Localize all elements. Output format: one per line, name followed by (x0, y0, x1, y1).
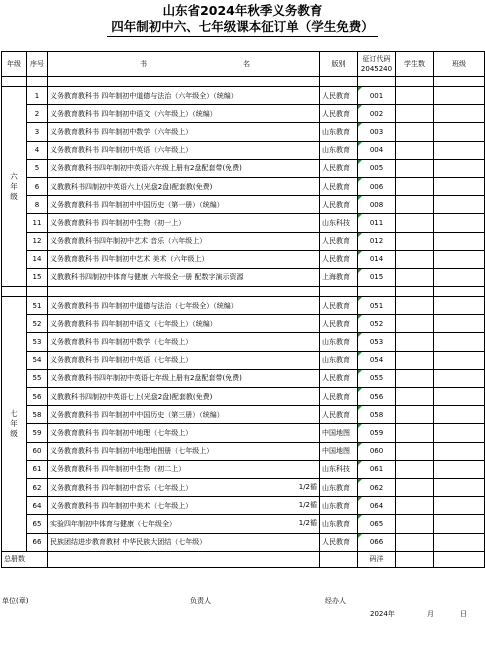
separator-cell (48, 77, 320, 87)
order-code-cell: 008 (358, 196, 396, 214)
seq-cell: 54 (27, 351, 48, 369)
table-row (2, 333, 485, 351)
book-name-cell (48, 478, 320, 496)
book-name-cell (48, 533, 320, 551)
order-code-cell: 052 (358, 315, 396, 333)
book-name-cell (48, 177, 320, 195)
order-code-cell: 056 (358, 388, 396, 406)
publisher-cell: 人民教育 (320, 406, 358, 424)
publisher-cell: 人民教育 (320, 369, 358, 387)
order-code-cell: 002 (358, 105, 396, 123)
seq-cell: 62 (27, 478, 48, 496)
student-count-cell (396, 105, 434, 123)
table-row (2, 351, 485, 369)
student-count-cell (396, 214, 434, 232)
order-code-cell: 065 (358, 515, 396, 533)
footer-unit: 单位(章) (2, 597, 29, 605)
separator-cell (396, 77, 434, 87)
order-code-cell: 011 (358, 214, 396, 232)
class-cell (434, 478, 485, 496)
seq-cell: 2 (27, 105, 48, 123)
book-name-cell (48, 141, 320, 159)
book-name: 义务教育教科书 四年制初中英语（七年级上） (50, 356, 193, 365)
seq-cell: 56 (27, 388, 48, 406)
book-name: 义务教育教科书 四年制初中地理（七年级上） (50, 428, 193, 437)
book-name-cell (48, 515, 320, 533)
seq-cell: 65 (27, 515, 48, 533)
code-label: 码洋 (358, 551, 396, 567)
book-name: 义务教育教科书 四年制初中道德与法治（六年级全）（统编） (50, 91, 238, 100)
student-count-cell (396, 533, 434, 551)
header-students: 学生数 (396, 52, 434, 77)
grade-char: 六 (10, 171, 18, 181)
seq-cell: 14 (27, 250, 48, 268)
book-name: 义务教育教科书 四年制初中中国历史（第三册）（统编） (50, 410, 224, 419)
separator-cell (434, 77, 485, 87)
seq-cell: 12 (27, 232, 48, 250)
book-name: 义务教育教科书 四年制初中数学（七年级上） (50, 338, 193, 347)
order-code-cell: 015 (358, 268, 396, 286)
book-name-cell (48, 232, 320, 250)
total-value (48, 551, 320, 567)
book-name: 义务教育教科书四年制初中英语七年级上册有2盘配套带(免费) (50, 374, 242, 383)
publisher-cell: 人民教育 (320, 159, 358, 177)
table-row (2, 478, 485, 496)
student-count-cell (396, 141, 434, 159)
seq-cell: 55 (27, 369, 48, 387)
class-cell (434, 297, 485, 315)
order-code-cell: 005 (358, 159, 396, 177)
separator-cell (2, 77, 27, 87)
grade-char: 级 (10, 191, 18, 201)
book-name-cell (48, 406, 320, 424)
footer-day: 日 (460, 610, 467, 618)
separator-cell (27, 287, 48, 297)
seq-cell: 51 (27, 297, 48, 315)
order-code-cell: 062 (358, 478, 396, 496)
student-count-cell (396, 123, 434, 141)
book-name-cell (48, 268, 320, 286)
book-name: 义务教育教科书 四年制初中美术（七年级上） (50, 501, 193, 510)
separator-cell (434, 287, 485, 297)
seq-cell: 11 (27, 214, 48, 232)
student-count-cell (396, 442, 434, 460)
book-fraction: 1/2循 (298, 501, 317, 510)
class-cell (434, 123, 485, 141)
table-row (2, 250, 485, 268)
book-name-cell (48, 196, 320, 214)
footer-year: 2024年 (370, 610, 395, 618)
table-row (2, 214, 485, 232)
separator-row (2, 287, 485, 297)
student-count-cell (396, 388, 434, 406)
student-count-cell (396, 177, 434, 195)
book-name: 义教教科书四制初中体育与健康 六年级全一册 配数字演示资源 (50, 273, 244, 282)
table-row (2, 141, 485, 159)
publisher-cell: 中国地图 (320, 424, 358, 442)
seq-cell: 8 (27, 196, 48, 214)
publisher-cell: 人民教育 (320, 250, 358, 268)
book-name: 义务教育教科书 四年制初中数学（六年级上） (50, 127, 193, 136)
page-title: 山东省2024年秋季义务教育 (162, 3, 323, 18)
publisher-cell: 人民教育 (320, 533, 358, 551)
table-row (2, 388, 485, 406)
class-cell (434, 460, 485, 478)
order-code-cell: 054 (358, 351, 396, 369)
publisher-cell: 山东教育 (320, 141, 358, 159)
table-row (2, 442, 485, 460)
book-name: 义务教育教科书 四年制初中音乐（七年级上） (50, 483, 193, 492)
grade-char: 七 (10, 408, 18, 418)
total-label: 总册数 (2, 551, 48, 567)
student-count-cell (396, 333, 434, 351)
table-row (2, 87, 485, 105)
book-name-cell (48, 250, 320, 268)
header-category: 版别 (320, 52, 358, 77)
book-fraction: 1/2循 (298, 519, 317, 528)
book-name: 义教教科书四制初中英语六上(光盘2盘)配套教(免费) (50, 182, 213, 191)
book-name: 义务教育教科书 四年制初中艺术 美术（六年级上） (50, 255, 209, 264)
seq-cell: 60 (27, 442, 48, 460)
student-count-cell (396, 497, 434, 515)
class-cell (434, 177, 485, 195)
book-name: 义务教育教科书 四年制初中语文（六年级上）（统编） (50, 109, 217, 118)
header-code: 征订代码 2045240 (358, 52, 396, 77)
class-cell (434, 442, 485, 460)
book-name-cell (48, 214, 320, 232)
order-code-cell: 051 (358, 297, 396, 315)
separator-cell (358, 287, 396, 297)
order-code-cell: 006 (358, 177, 396, 195)
seq-cell: 4 (27, 141, 48, 159)
separator-cell (2, 287, 27, 297)
order-code-cell: 064 (358, 497, 396, 515)
book-name: 义务教育教科书 四年制初中英语（六年级上） (50, 146, 193, 155)
table-row (2, 268, 485, 286)
book-name-cell (48, 442, 320, 460)
footer-month: 月 (427, 610, 434, 618)
student-count-cell (396, 369, 434, 387)
book-name-cell (48, 159, 320, 177)
book-name: 实验四年制初中体育与健康（七年级全） (50, 519, 176, 528)
table-row (2, 105, 485, 123)
class-cell (434, 333, 485, 351)
book-name-cell (48, 105, 320, 123)
student-count-cell (396, 460, 434, 478)
class-cell (434, 497, 485, 515)
table-row (2, 232, 485, 250)
code-blank (434, 551, 485, 567)
grade-cell (2, 297, 27, 552)
grade-char: 级 (10, 428, 18, 438)
student-count-cell (396, 268, 434, 286)
table-row (2, 196, 485, 214)
seq-cell: 6 (27, 177, 48, 195)
order-table (1, 51, 485, 568)
student-count-cell (396, 478, 434, 496)
table-row (2, 369, 485, 387)
publisher-cell: 人民教育 (320, 196, 358, 214)
seq-cell: 5 (27, 159, 48, 177)
book-name-cell (48, 460, 320, 478)
publisher-cell: 中国地图 (320, 442, 358, 460)
table-row (2, 297, 485, 315)
book-name: 义务教育教科书 四年制初中生物（初一上） (50, 218, 186, 227)
publisher-cell: 山东科技 (320, 460, 358, 478)
publisher-cell: 山东教育 (320, 333, 358, 351)
book-name-cell (48, 315, 320, 333)
book-name-cell (48, 123, 320, 141)
table-row (2, 177, 485, 195)
footer-handler: 经办人 (325, 597, 346, 605)
class-cell (434, 105, 485, 123)
separator-cell (320, 287, 358, 297)
student-count-cell (396, 297, 434, 315)
order-code-cell: 053 (358, 333, 396, 351)
code-value (396, 551, 434, 567)
order-code-cell: 055 (358, 369, 396, 387)
footer-responsible: 负责人 (190, 597, 211, 605)
header-seq: 序号 (27, 52, 48, 77)
class-cell (434, 250, 485, 268)
book-name: 义务教育教科书 四年制初中语文（七年级上）（统编） (50, 319, 217, 328)
book-name: 义务教育教科书 四年制初中生物（初二上） (50, 465, 186, 474)
publisher-cell: 人民教育 (320, 105, 358, 123)
header-book: 书 名 (48, 52, 320, 77)
order-code-cell: 003 (358, 123, 396, 141)
student-count-cell (396, 232, 434, 250)
publisher-cell: 山东教育 (320, 515, 358, 533)
book-fraction: 1/2循 (298, 482, 317, 491)
order-code-cell: 058 (358, 406, 396, 424)
book-name: 义务教育教科书四年制初中艺术 音乐（六年级上） (50, 237, 207, 246)
book-name-cell (48, 388, 320, 406)
book-name-cell (48, 297, 320, 315)
table-row (2, 123, 485, 141)
table-row (2, 497, 485, 515)
table-row (2, 315, 485, 333)
seq-cell: 59 (27, 424, 48, 442)
table-row (2, 406, 485, 424)
class-cell (434, 232, 485, 250)
class-cell (434, 315, 485, 333)
seq-cell: 15 (27, 268, 48, 286)
table-row (2, 533, 485, 551)
publisher-cell: 山东教育 (320, 123, 358, 141)
seq-cell: 3 (27, 123, 48, 141)
publisher-cell: 山东教育 (320, 478, 358, 496)
separator-cell (358, 77, 396, 87)
seq-cell: 64 (27, 497, 48, 515)
publisher-cell: 人民教育 (320, 388, 358, 406)
class-cell (434, 515, 485, 533)
separator-cell (27, 77, 48, 87)
order-code-cell: 014 (358, 250, 396, 268)
student-count-cell (396, 515, 434, 533)
class-cell (434, 533, 485, 551)
class-cell (434, 369, 485, 387)
seq-cell: 53 (27, 333, 48, 351)
total-blank (320, 551, 358, 567)
book-name: 义务教育教科书 四年制初中中国历史（第一册）（统编） (50, 200, 224, 209)
header-class: 班级 (434, 52, 485, 77)
book-name: 义务教育教科书 四年制初中道德与法治（七年级全）（统编） (50, 301, 238, 310)
publisher-cell: 人民教育 (320, 177, 358, 195)
seq-cell: 66 (27, 533, 48, 551)
book-name-cell (48, 497, 320, 515)
table-row (2, 515, 485, 533)
class-cell (434, 268, 485, 286)
table-row (2, 159, 485, 177)
publisher-cell: 山东科技 (320, 214, 358, 232)
grade-char: 年 (10, 181, 18, 191)
seq-cell: 1 (27, 87, 48, 105)
student-count-cell (396, 424, 434, 442)
seq-cell: 58 (27, 406, 48, 424)
book-name-cell (48, 424, 320, 442)
separator-row (2, 77, 485, 87)
student-count-cell (396, 87, 434, 105)
class-cell (434, 351, 485, 369)
book-name-cell (48, 87, 320, 105)
class-cell (434, 141, 485, 159)
book-name: 义务教育教科书 四年制初中地理地图册（七年级上） (50, 447, 214, 456)
book-name: 民族团结进步教育教材 中华民族大团结（七年级） (50, 538, 207, 547)
class-cell (434, 159, 485, 177)
student-count-cell (396, 351, 434, 369)
separator-cell (396, 287, 434, 297)
class-cell (434, 196, 485, 214)
header-grade: 年级 (2, 52, 27, 77)
grade-char: 年 (10, 418, 18, 428)
book-name: 义务教育教科书四年制初中英语六年级上册有2盘配套带(免费) (50, 164, 242, 173)
publisher-cell: 人民教育 (320, 315, 358, 333)
publisher-cell: 人民教育 (320, 297, 358, 315)
class-cell (434, 87, 485, 105)
book-name-cell (48, 333, 320, 351)
publisher-cell: 山东教育 (320, 497, 358, 515)
publisher-cell: 人民教育 (320, 87, 358, 105)
separator-cell (320, 77, 358, 87)
student-count-cell (396, 159, 434, 177)
order-code-cell: 001 (358, 87, 396, 105)
class-cell (434, 424, 485, 442)
order-code-cell: 061 (358, 460, 396, 478)
book-name-cell (48, 369, 320, 387)
student-count-cell (396, 315, 434, 333)
publisher-cell: 山东教育 (320, 351, 358, 369)
table-row (2, 424, 485, 442)
order-code-cell: 066 (358, 533, 396, 551)
seq-cell: 61 (27, 460, 48, 478)
book-name: 义教教科书四制初中英语七上(光盘2盘)配套教(免费) (50, 392, 213, 401)
page-subtitle: 四年制初中六、七年级课本征订单（学生免费） (0, 19, 485, 37)
order-code-cell: 060 (358, 442, 396, 460)
publisher-cell: 上海教育 (320, 268, 358, 286)
total-row (2, 551, 485, 567)
student-count-cell (396, 250, 434, 268)
class-cell (434, 214, 485, 232)
order-code-cell: 059 (358, 424, 396, 442)
book-name-cell (48, 351, 320, 369)
order-code-cell: 012 (358, 232, 396, 250)
table-row (2, 460, 485, 478)
class-cell (434, 406, 485, 424)
separator-cell (48, 287, 320, 297)
publisher-cell: 人民教育 (320, 232, 358, 250)
header-row (2, 52, 485, 77)
class-cell (434, 388, 485, 406)
order-code-cell: 004 (358, 141, 396, 159)
student-count-cell (396, 196, 434, 214)
student-count-cell (396, 406, 434, 424)
grade-cell (2, 87, 27, 287)
seq-cell: 52 (27, 315, 48, 333)
